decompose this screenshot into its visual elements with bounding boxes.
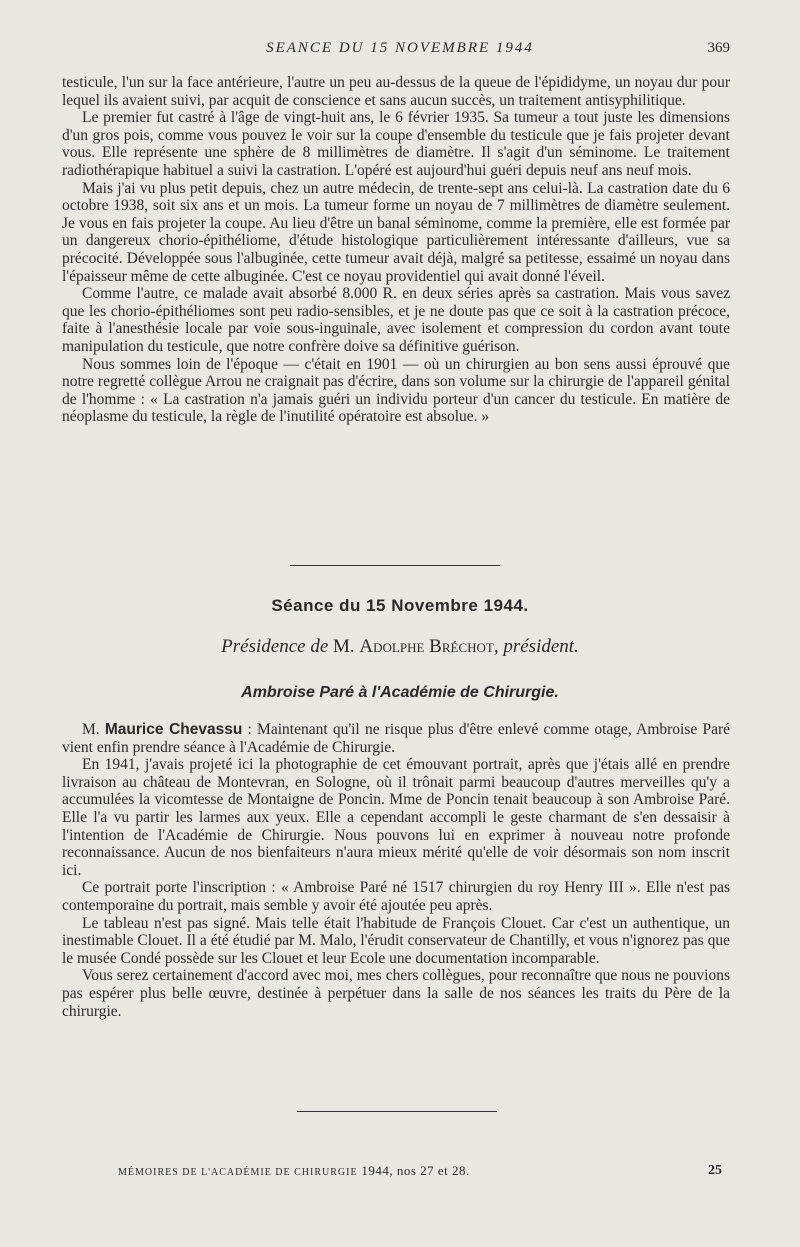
presidence-prefix: Présidence de [221, 636, 329, 657]
footer-journal: MÉMOIRES DE L'ACADÉMIE DE CHIRURGIE [118, 1167, 358, 1178]
paragraph: Vous serez certainement d'accord avec moi, mes chers collègues, pour reconnaître que nous ne pouvions pas espérer plus belle œuvre, destinée à perpétuer dans la salle de nos séances les traits du Père de la chirurgie. [62, 967, 730, 1020]
paragraph: Comme l'autre, ce malade avait absorbé 8.000 R. en deux séries après sa castration. Mais vous savez que les chorio-épithéliomes sont peu radio-sensibles, et je ne doute pas que ce soit à la castration précoce, faite à l'anesthésie locale par voie sous-inguinale, avec isolement et compression du cordon avant toute manipulation du testicule, que notre confrère doive sa définitive guérison. [62, 285, 730, 355]
footer-citation [118, 1163, 470, 1179]
communication-text [62, 721, 730, 1020]
printer-signature: 25 [708, 1163, 722, 1178]
paragraph: testicule, l'un sur la face antérieure, l'autre un peu au-dessus de la queue de l'épididyme, un noyau dur pour lequel ils avaient suivi, par acquit de conscience et sans aucun succès, un traitement antisyphilitique. [62, 74, 730, 109]
paragraph: Ce portrait porte l'inscription : « Ambroise Paré né 1517 chirurgien du roy Henry III ». Elle n'est pas contemporaine du portrait, mais semble y avoir été ajoutée peu après. [62, 879, 730, 914]
president-name: Adolphe Bréchot [359, 636, 494, 657]
paragraph-text: : Maintenant qu'il ne risque plus d'être enlevé comme otage, Ambroise Paré vient enfin prendre séance à l'Académie de Chirurgie. [62, 721, 730, 756]
article-continuation [62, 74, 730, 426]
paragraph: Mais j'ai vu plus petit depuis, chez un autre médecin, de trente-sept ans celui-là. La castration date du 6 octobre 1938, soit six ans et un mois. La tumeur forme un noyau de 7 millimètres de diamètre seulement. Je vous en fais projeter la coupe. Au lieu d'être un banal séminome, comme la première, elle est formée par un dangereux chorio-épithéliome, d'étude histologique particulièrement intéressante d'ailleurs, vue sa précocité. Développée sous l'albuginée, cette tumeur avait déjà, malgré sa petitesse, essaimé un noyau dans l'épaisseur même de cette albuginée. C'est ce noyau providentiel qui avait donné l'éveil. [62, 179, 730, 285]
paragraph [62, 721, 730, 756]
session-title: Séance du 15 Novembre 1944. [271, 596, 529, 615]
paragraph: Le premier fut castré à l'âge de vingt-huit ans, le 6 février 1935. Sa tumeur a tout juste les dimensions d'un gros pois, comme vous pouvez le voir sur la coupe d'ensemble du testicule que je fais projeter devant vous. Elle représente une sphère de 8 millimètres de diamètre. Il s'agit d'un séminome. Le traitement radiothérapique habituel a suivi la castration. L'opéré est aujourd'hui guéri depuis neuf ans neuf mois. [62, 109, 730, 179]
paragraph: En 1941, j'avais projeté ici la photographie de cet émouvant portrait, après que j'étais allé en prendre livraison au château de Montevran, en Sologne, où il trônait parmi beaucoup d'autres merveilles qu'y a accumulées la vicomtesse de Montaigne de Poncin. Mme de Poncin tenait beaucoup à son Ambroise Paré. Elle l'a vu partir les larmes aux yeux. Elle a cependant accompli le geste charmant de s'en dessaisir à l'intention de l'Académie de Chirurgie. Nous pouvons lui en exprimer à nouveau notre profonde reconnaissance. Aucun de nos bienfaiteurs n'aura mieux mérité qu'elle de voir désormais son nom inscrit ici. [62, 756, 730, 879]
running-head [0, 40, 800, 62]
presidence-m: M. [333, 636, 355, 657]
section-divider [297, 1111, 497, 1112]
presidence-line [0, 636, 800, 658]
paragraph: Le tableau n'est pas signé. Mais telle était l'habitude de François Clouet. Car c'est un authentique, un inestimable Clouet. Il a été étudié par M. Malo, l'érudit conservateur de Chantilly, et vous n'ignorez pas que le musée Condé possède sur les Clouet et leur Ecole une documentation incomparable. [62, 914, 730, 967]
footer-issue: 1944, nos 27 et 28. [361, 1163, 470, 1178]
speaker-name: Maurice Chevassu [104, 721, 243, 738]
presidence-suffix: , président. [493, 636, 579, 657]
running-title: SEANCE DU 15 NOVEMBRE 1944 [266, 40, 534, 56]
speaker-prefix: M. [82, 721, 100, 738]
section-title: Ambroise Paré à l'Académie de Chirurgie. [241, 684, 559, 701]
page-number: 369 [707, 40, 730, 56]
page-footer [0, 1163, 800, 1183]
paragraph: Nous sommes loin de l'époque — c'était en 1901 — où un chirurgien au bon sens aussi éprouvé que notre regretté collègue Arrou ne craignait pas d'écrire, dans son volume sur la chirurgie de l'appareil génital de l'homme : « La castration n'a jamais guéri un individu porteur d'un cancer du testicule. En matière de néoplasme du testicule, la règle de l'inutilité opératoire est absolue. » [62, 355, 730, 426]
section-divider [290, 565, 500, 566]
